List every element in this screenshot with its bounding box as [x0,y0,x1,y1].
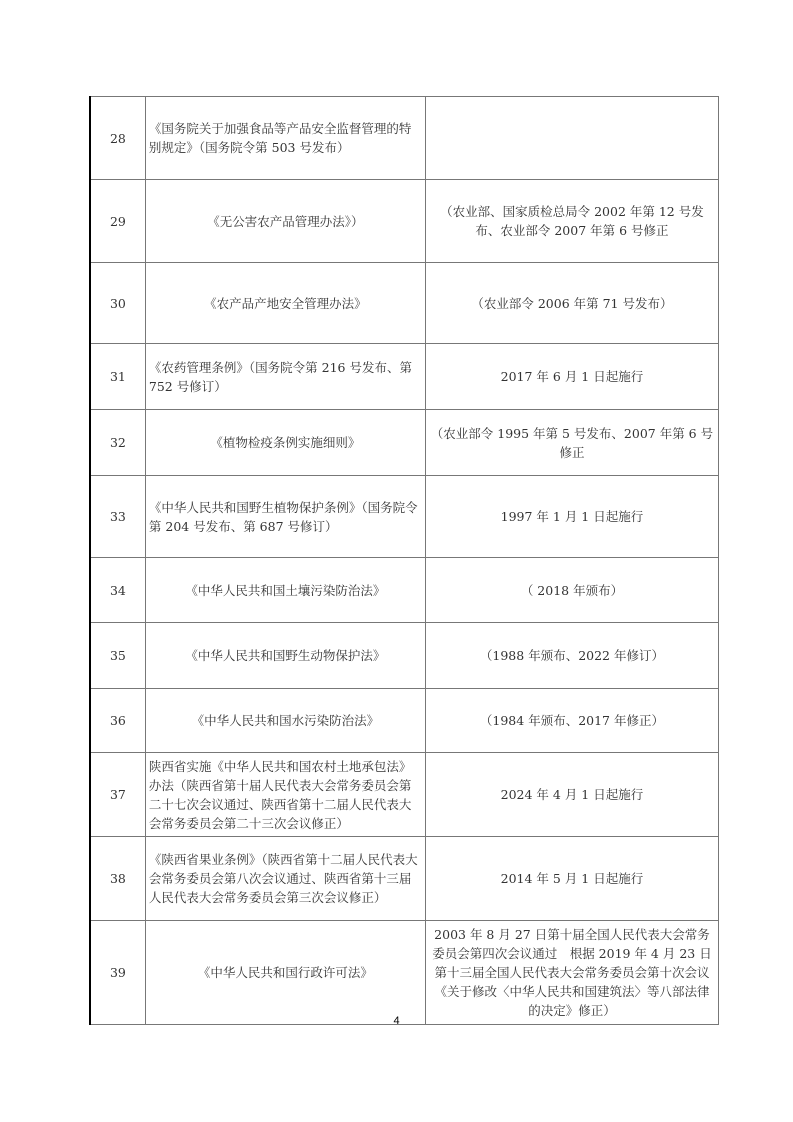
regulation-name: 《中华人民共和国土壤污染防治法》 [145,558,425,623]
row-number: 32 [90,410,145,476]
page-number: 4 [393,1015,400,1027]
regulation-name: 《中华人民共和国野生植物保护条例》（国务院令第 204 号发布、第 687 号修订） [145,476,425,558]
row-number: 29 [90,180,145,263]
table-row [90,689,719,753]
regulation-name: 陕西省实施《中华人民共和国农村土地承包法》办法（陕西省第十届人民代表大会常务委员会第二十七次会议通过、陕西省第十二届人民代表大会常务委员会第二十三次会议修正） [145,753,425,837]
row-number: 35 [90,623,145,689]
regulation-note [425,97,718,180]
table-row [90,623,719,689]
regulation-note: 1997 年 1 月 1 日起施行 [425,476,718,558]
row-number: 39 [90,921,145,1025]
table-row [90,558,719,623]
table-row [90,837,719,921]
regulation-note: （农业部令 2006 年第 71 号发布） [425,263,718,344]
regulation-note: 2017 年 6 月 1 日起施行 [425,344,718,410]
regulation-name: 《陕西省果业条例》（陕西省第十二届人民代表大会常务委员会第八次会议通过、陕西省第十三届人民代表大会常务委员会第三次会议修正） [145,837,425,921]
regulation-note: 2014 年 5 月 1 日起施行 [425,837,718,921]
regulation-name: 《植物检疫条例实施细则》 [145,410,425,476]
table-row [90,344,719,410]
row-number: 30 [90,263,145,344]
row-number: 36 [90,689,145,753]
table-row [90,263,719,344]
row-number: 33 [90,476,145,558]
regulation-note: （农业部、国家质检总局令 2002 年第 12 号发布、农业部令 2007 年第 6 号修正 [425,180,718,263]
regulation-name: 《农药管理条例》（国务院令第 216 号发布、第 752 号修订） [145,344,425,410]
table-row [90,410,719,476]
row-number: 28 [90,97,145,180]
row-number: 38 [90,837,145,921]
regulation-note: （1988 年颁布、2022 年修订） [425,623,718,689]
regulations-table [89,96,719,1025]
regulation-name: 《无公害农产品管理办法》） [145,180,425,263]
row-number: 34 [90,558,145,623]
regulation-name: 《中华人民共和国行政许可法》 [145,921,425,1025]
row-number: 37 [90,753,145,837]
regulation-name: 《国务院关于加强食品等产品安全监督管理的特别规定》（国务院令第 503 号发布） [145,97,425,180]
regulations-table-body [90,97,719,1025]
regulation-name: 《中华人民共和国水污染防治法》 [145,689,425,753]
table-row [90,753,719,837]
regulation-note: 2024 年 4 月 1 日起施行 [425,753,718,837]
regulation-note: （1984 年颁布、2017 年修正） [425,689,718,753]
row-number: 31 [90,344,145,410]
regulation-name: 《中华人民共和国野生动物保护法》 [145,623,425,689]
regulation-note: （农业部令 1995 年第 5 号发布、2007 年第 6 号修正 [425,410,718,476]
regulation-name: 《农产品产地安全管理办法》 [145,263,425,344]
table-row [90,97,719,180]
table-row [90,180,719,263]
regulation-note: （ 2018 年颁布） [425,558,718,623]
table-row [90,921,719,1025]
regulation-note: 2003 年 8 月 27 日第十届全国人民代表大会常务委员会第四次会议通过 根据 2019 年 4 月 23 日第十三届全国人民代表大会常务委员会第十次会议《关于修改〈中华人民共和国建筑法〉等八部法律的决定》修正） [425,921,718,1025]
table-row [90,476,719,558]
